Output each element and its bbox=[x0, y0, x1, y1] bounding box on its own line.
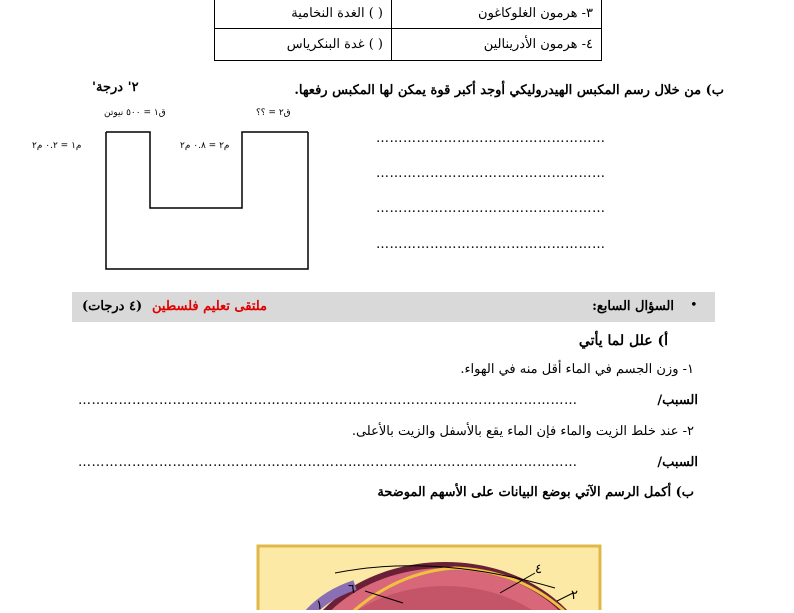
item-text: ٢- عند خلط الزيت والماء فإن الماء يقع بالأسفل والزيت بالأعلى. bbox=[351, 424, 694, 439]
part-a-heading: أ) علل لما يأتي bbox=[578, 333, 668, 349]
area1-label: م١ = ٠.٢ م٢ bbox=[32, 141, 82, 151]
table-cell: ( ) غدة البنكرياس bbox=[286, 37, 383, 52]
answer-line[interactable]: …………………………………………… bbox=[376, 201, 606, 216]
source-label: ملتقى تعليم فلسطين bbox=[152, 299, 268, 314]
eye-label: ٦ bbox=[348, 582, 355, 597]
table-divider bbox=[391, 0, 392, 60]
table-divider bbox=[215, 28, 601, 29]
marks-label: ٢' درجة' bbox=[92, 80, 139, 95]
marks-label: (٤ درجات) bbox=[82, 299, 143, 314]
eye-diagram bbox=[255, 543, 605, 610]
reason-answer-line[interactable]: ………………………………………………………………………………………………… bbox=[78, 455, 578, 470]
eye-label: ٤ bbox=[535, 562, 542, 577]
eye-label: ٢ bbox=[571, 588, 578, 603]
reason-answer-line[interactable]: ………………………………………………………………………………………………… bbox=[78, 393, 578, 408]
area2-label: م٢ = ٠.٨ م٢ bbox=[180, 141, 230, 151]
item-text: ١- وزن الجسم في الماء أقل منه في الهواء. bbox=[460, 362, 694, 377]
question-title: السؤال السابع: bbox=[592, 299, 674, 314]
hydraulic-press-diagram bbox=[30, 100, 330, 275]
force2-label: ق٢ = ؟؟ bbox=[256, 108, 291, 118]
reason-label: السبب/ bbox=[657, 393, 698, 408]
answer-line[interactable]: …………………………………………… bbox=[376, 131, 606, 146]
table-cell: ( ) الغدة النخامية bbox=[291, 6, 383, 21]
part-b-instruction: ب) أكمل الرسم الآتي بوضع البيانات على الأسهم الموضحة bbox=[377, 485, 694, 500]
bullet: • bbox=[690, 298, 698, 313]
matching-table bbox=[214, 0, 602, 61]
answer-line[interactable]: …………………………………………… bbox=[376, 166, 606, 181]
question-text: ب) من خلال رسم المكبس الهيدروليكي أوجد أكبر قوة يمكن لها المكبس رفعها. bbox=[294, 83, 724, 98]
reason-label: السبب/ bbox=[657, 455, 698, 470]
table-cell: ٣- هرمون الغلوكاغون bbox=[478, 6, 593, 21]
eye-label: ١ bbox=[316, 598, 323, 613]
force1-label: ق١ = ٥٠٠ نيوتن bbox=[104, 108, 166, 118]
table-cell: ٤- هرمون الأدرينالين bbox=[483, 37, 593, 52]
answer-line[interactable]: …………………………………………… bbox=[376, 237, 606, 252]
